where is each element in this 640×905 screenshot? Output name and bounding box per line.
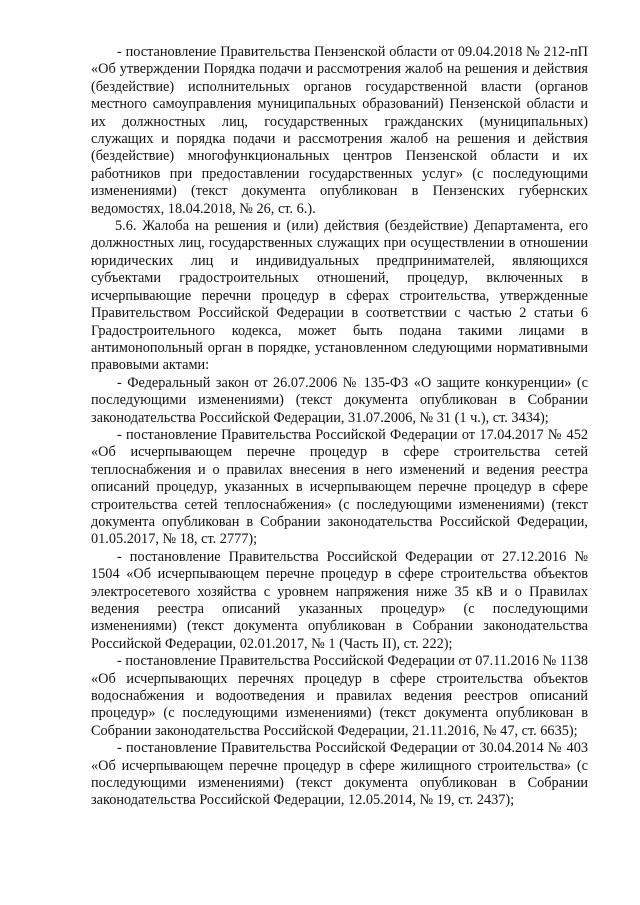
paragraph-resolution-1138: - постановление Правительства Российской Федерации от 07.11.2016 № 1138 «Об исчерпывающих перечнях процедур в сфере строительства объектов водоснабжения и водоотведения и правилах ведения реестров описаний процедур» (с последующими изменениями) (текст документа опубликован в Собрании законодательства Российской Федерации, 21.11.2016, № 47, ст. 6635);: [91, 653, 588, 739]
paragraph-federal-law-135: - Федеральный закон от 26.07.2006 № 135-ФЗ «О защите конкуренции» (с последующими изменениями) (текст документа опубликован в Собрании законодательства Российской Федерации, 31.07.2006, № 31 (1 ч.), ст. 3434);: [91, 374, 588, 426]
paragraph-resolution-1504: - постановление Правительства Российской Федерации от 27.12.2016 № 1504 «Об исчерпывающем перечне процедур в сфере строительства объектов электросетевого хозяйства с уровнем напряжения ниже 35 кВ и о Правилах ведения реестра описаний указанных процедур» (с последующими изменениями) (текст документа опубликован в Собрании законодательства Российской Федерации, 02.01.2017, № 1 (Часть II), ст. 222);: [91, 548, 588, 652]
paragraph-penza-resolution-212: - постановление Правительства Пензенской области от 09.04.2018 № 212-пП «Об утверждении Порядка подачи и рассмотрения жалоб на решения и действия (бездействие) исполнительных органов государственной власти (органов местного самоуправления муниципальных образований) Пензенской области и их должностных лиц, государственных гражданских (муниципальных) служащих и порядка подачи и рассмотрения жалоб на решения и действия (бездействие) многофункциональных центров Пензенской области и их работников при предоставлении государственных услуг» (с последующими изменениями) (текст документа опубликован в Пензенских губернских ведомостях, 18.04.2018, № 26, ст. 6.).: [91, 44, 588, 217]
document-body: [91, 44, 588, 810]
paragraph-resolution-403: - постановление Правительства Российской Федерации от 30.04.2014 № 403 «Об исчерпывающем перечне процедур в сфере жилищного строительства» (с последующими изменениями) (текст документа опубликован в Собрании законодательства Российской Федерации, 12.05.2014, № 19, ст. 2437);: [91, 740, 588, 809]
paragraph-5-6-complaint: 5.6. Жалоба на решения и (или) действия (бездействие) Департамента, его должностных лиц, государственных служащих при осуществлении в отношении юридических лиц и индивидуальных предпринимателей, являющихся субъектами градостроительных отношений, процедур, включенных в исчерпывающие перечни процедур в сферах строительства, утвержденные Правительством Российской Федерации в соответствии с частью 2 статьи 6 Градостроительного кодекса, может быть подана такими лицами в антимонопольный орган в порядке, установленном следующими нормативными правовыми актами:: [91, 218, 588, 374]
paragraph-resolution-452: - постановление Правительства Российской Федерации от 17.04.2017 № 452 «Об исчерпывающем перечне процедур в сфере строительства сетей теплоснабжения и о правилах внесения в него изменений и ведения реестра описаний процедур, указанных в исчерпывающем перечне процедур в сфере строительства сетей теплоснабжения» (с последующими изменениями) (текст документа опубликован в Собрании законодательства Российской Федерации, 01.05.2017, № 18, ст. 2777);: [91, 426, 588, 548]
